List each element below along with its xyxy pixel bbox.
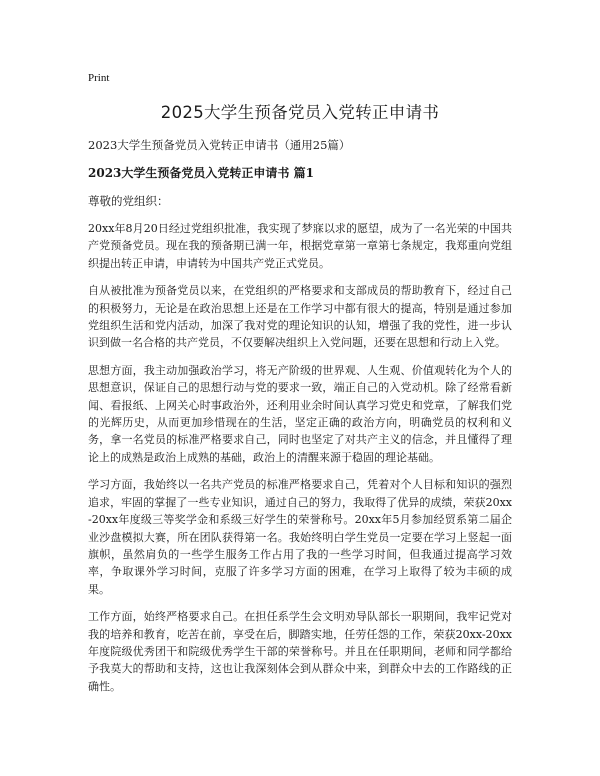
paragraph-progress: 自从被批准为预备党员以来，在党组织的严格要求和支部成员的帮助教育下，经过自己的积极努力，无论是在政治思想上还是在工作学习中都有很大的提高，特别是通过参加党组织生活和党内活动，加深了我对党的理论知识的认知，增强了我的党性，进一步认识到做一名合格的共产党员，不仅要解决组织上入党问题，还要在思想和行动上入党。: [88, 284, 512, 350]
paragraph-thought: 思想方面，我主动加强政治学习，将无产阶级的世界观、人生观、价值观转化为个人的思想意识，保证自己的思想行动与党的要求一致，端正自己的入党动机。除了经常看新闻、看报纸、上网关心时事政治外，还利用业余时间认真学习党史和党章，了解我们党的光辉历史，从而更加珍惜现在的生活，坚定正确的政治方向，明确党员的权利和义务，拿一名党员的标准严格要求自己，同时也坚定了对共产主义的信念，并且懂得了理论上的成熟是政治上成熟的基础，政治上的清醒来源于稳固的理论基础。: [88, 363, 512, 464]
paragraph-work: 工作方面，始终严格要求自己。在担任系学生会文明劝导队部长一职期间，我牢记党对我的培养和教育，吃苦在前，享受在后，脚踏实地，任劳任怨的工作，荣获20xx-20xx年度院级优秀团干和院级优秀学生干部的荣誉称号。并且在任职期间，老师和同学都给予我莫大的帮助和支持，这也让我深刻体会到从群众中来，到群众中去的工作路线的正确性。: [88, 610, 512, 693]
document-title: 2025大学生预备党员入党转正申请书: [160, 103, 440, 122]
print-link[interactable]: Print: [88, 72, 110, 84]
paragraph-study: 学习方面，我始终以一名共产党员的标准严格要求自己，凭着对个人目标和知识的强烈追求，牢固的掌握了一些专业知识，通过自己的努力，我取得了优异的成绩，荣获20xx-20xx年度级三等奖学金和系级三好学生的荣誉称号。20xx年5月参加经贸系第二届企业沙盘模拟大赛，所在团队获得第一名。我始终明白学生党员一定要在学习上竖起一面旗帜，虽然肩负的一些学生服务工作占用了我的一些学习时间，但我通过提高学习效率，争取课外学习时间，克服了许多学习方面的困难，在学习上取得了较为丰硕的成果。: [88, 478, 512, 596]
paragraph-intro: 20xx年8月20日经过党组织批准，我实现了梦寐以求的愿望，成为了一名光荣的中国共产党预备党员。现在我的预备期已满一年，根据党章第一章第七条规定，我郑重向党组织提出转正申请，申请转为中国共产党正式党员。: [88, 222, 512, 270]
document-subtitle: 2023大学生预备党员入党转正申请书（通用25篇）: [88, 138, 351, 152]
salutation: 尊敬的党组织：: [88, 194, 169, 208]
section-heading: 2023大学生预备党员入党转正申请书 篇1: [88, 166, 314, 180]
